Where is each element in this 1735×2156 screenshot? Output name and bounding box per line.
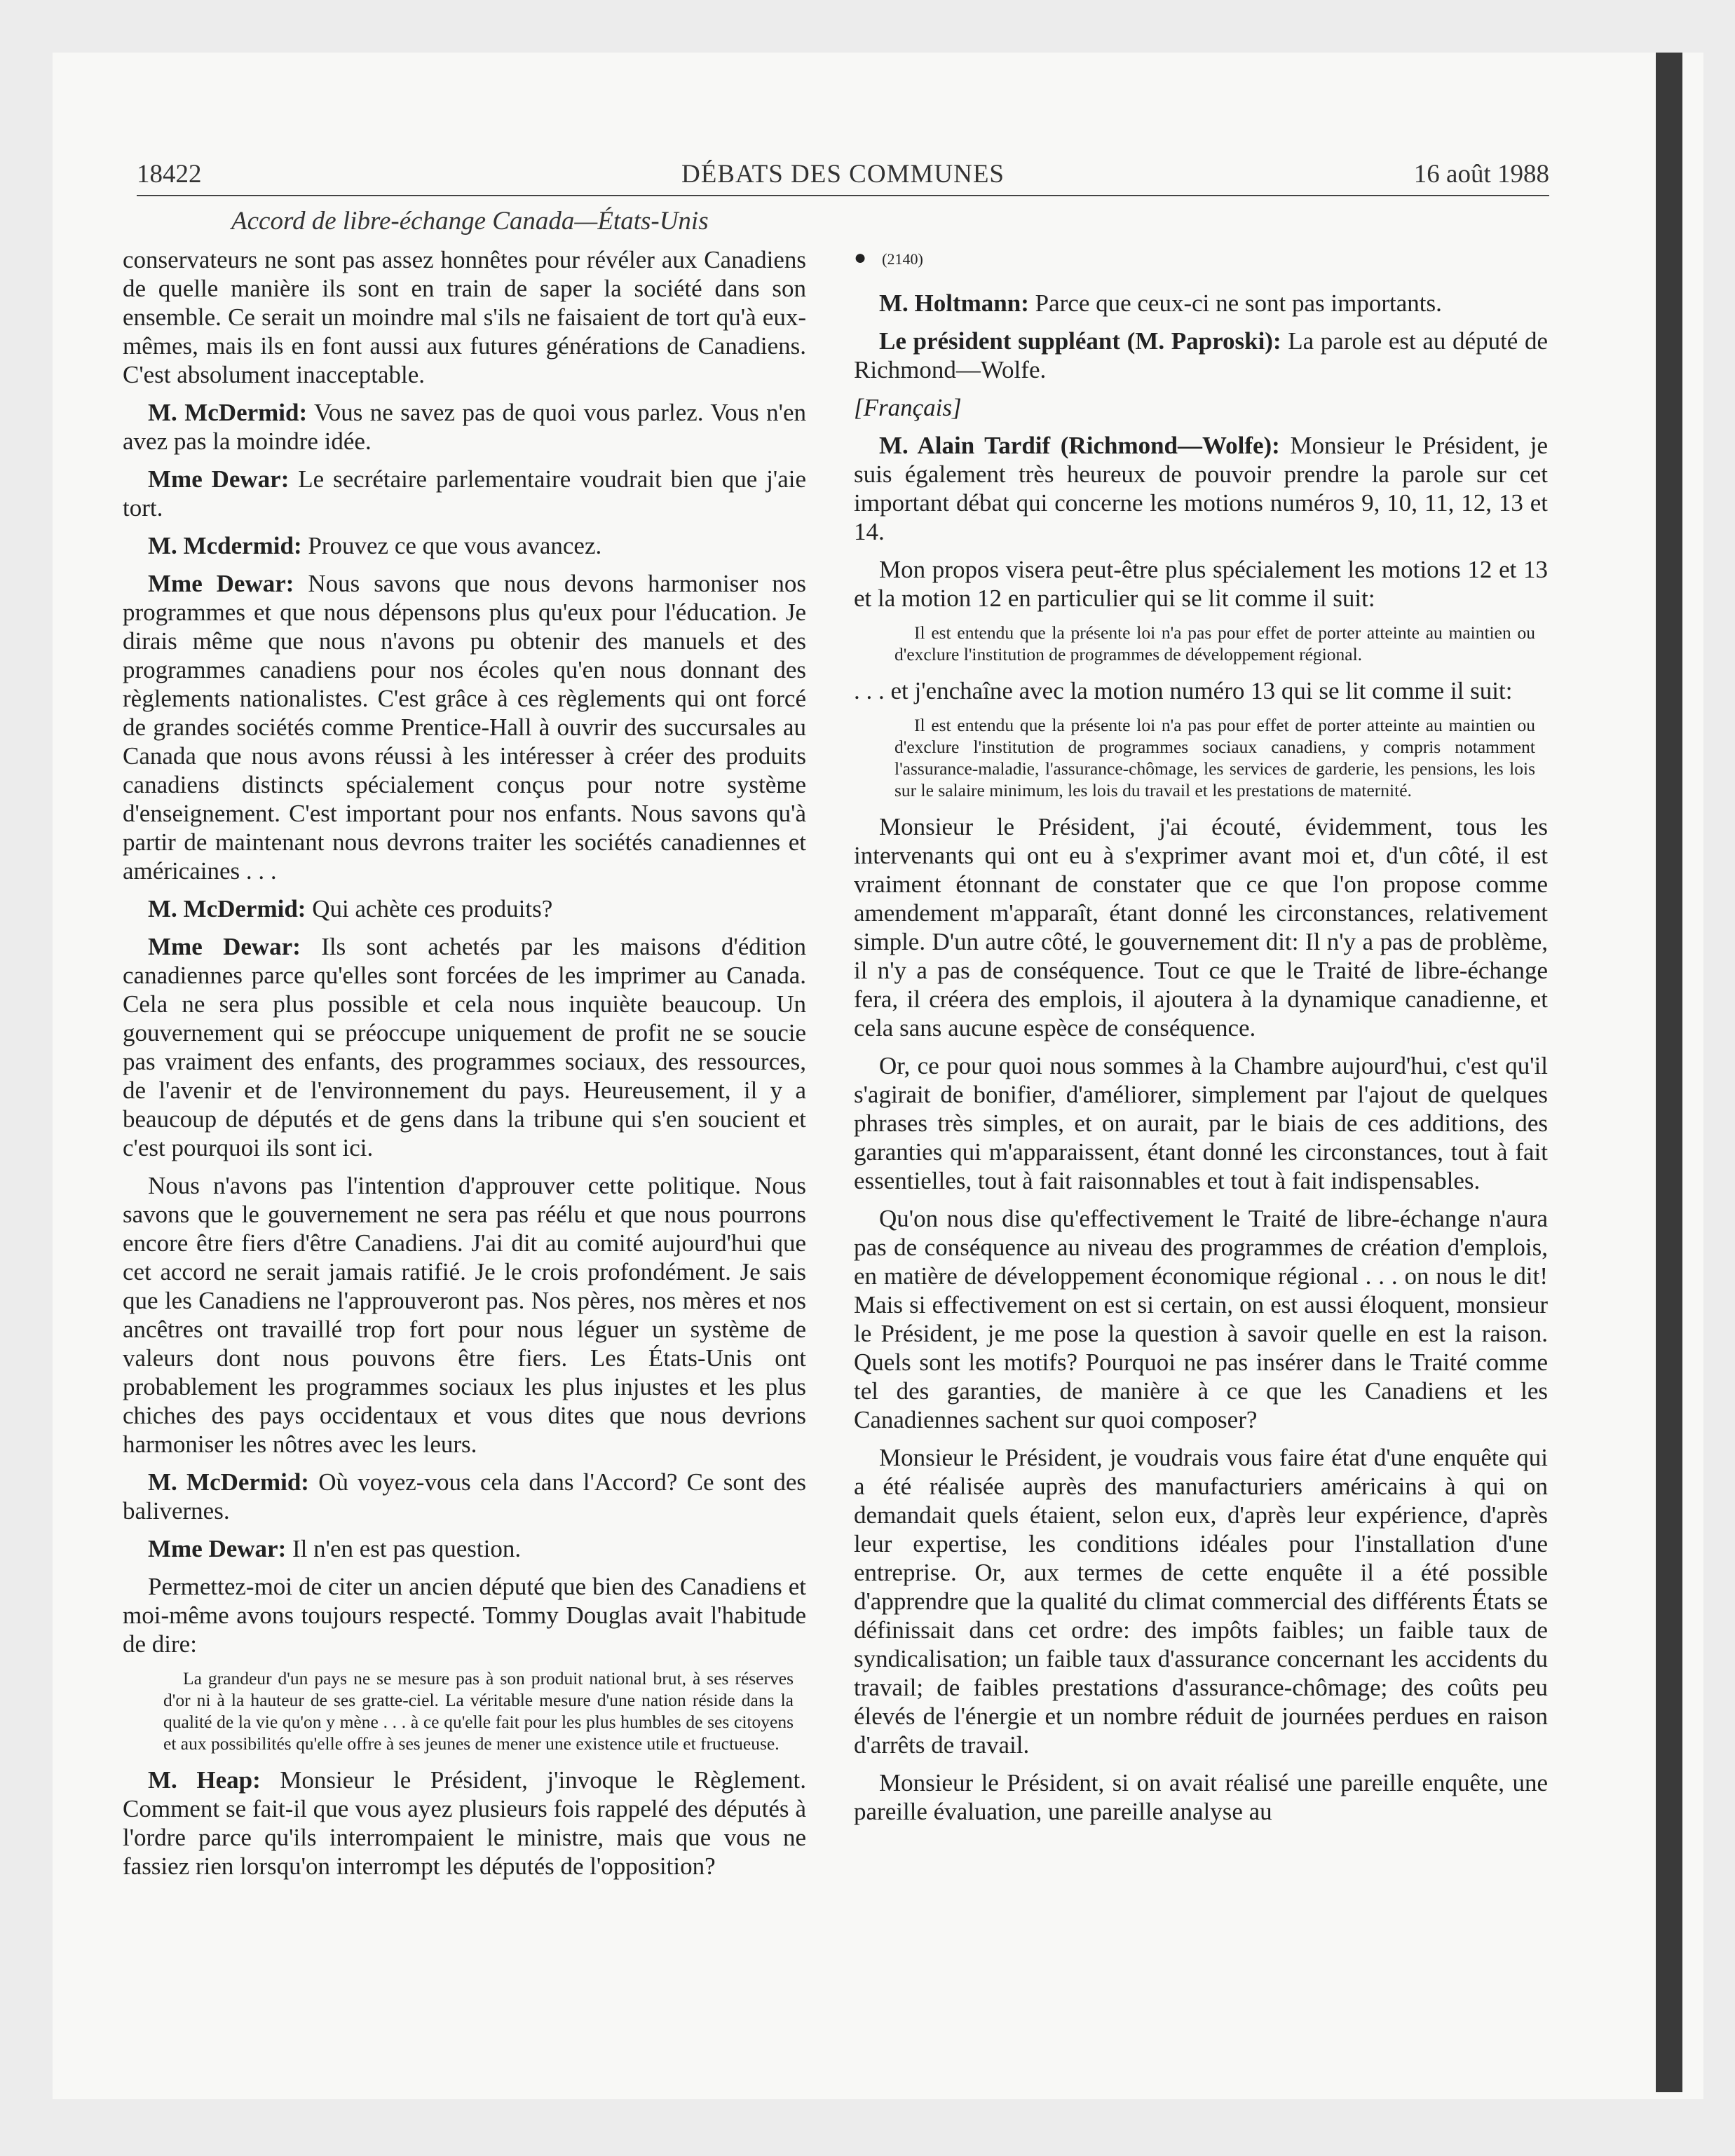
paragraph: Monsieur le Président, je voudrais vous faire état d'une enquête qui a été réalisée auprès des manufacturiers américains à qui on demandait quels étaient, selon eux, d'après leur expérience, d'après leur expertise, les conditions idéales pour l'installation d'une entreprise. Or, aux termes de cette enquête il a été possible d'apprendre que la qualité du climat commercial des différents États se définissait dans cet ordre: des impôts faibles; un faible taux de syndicalisation; un faible taux d'assurance concernant les accidents du travail; de faibles prestations d'assurance-chômage; des coûts peu élevés de l'énergie et un nombre réduit de journées perdues en raison d'arrêts de travail.: [854, 1444, 1548, 1759]
speech-text: Parce que ceux-ci ne sont pas importants.: [1028, 289, 1442, 317]
speaker-name: Mme Dewar:: [148, 933, 301, 960]
speech: [854, 431, 1548, 546]
right-column: [854, 245, 1548, 1835]
speech-text: Monsieur le Président, j'invoque le Règlement. Comment se fait-il que vous ayez plusieurs fois rappelé des députés à l'ordre parce qu'ils interrompaient le ministre, mais que vous ne fassiez rien lorsqu'on interrompt les députés de l'opposition?: [123, 1766, 806, 1880]
speech: [123, 1468, 806, 1525]
speech: [123, 398, 806, 456]
speech-text: Ils sont achetés par les maisons d'édition canadiennes parce qu'elles sont forcées de les imprimer au Canada. Cela ne sera plus possible et cela nous inquiète beaucoup. Un gouvernement qui se préoccupe uniquement de profit ne se soucie pas vraiment des enfants, des programmes sociaux, des ressources, de l'avenir et de l'environnement du pays. Heureusement, il y a beaucoup de députés et de gens dans la tribune qui s'en soucient et c'est pourquoi ils sont ici.: [123, 933, 806, 1161]
speech: [123, 1534, 806, 1563]
publication-title: DÉBATS DES COMMUNES: [681, 160, 1005, 189]
paragraph: Permettez-moi de citer un ancien député que bien des Canadiens et moi-même avons toujours respecté. Tommy Douglas avait l'habitude de dire:: [123, 1573, 806, 1658]
speaker-name: M. McDermid:: [148, 1468, 309, 1496]
paragraph: . . . et j'enchaîne avec la motion numéro 13 qui se lit comme il suit:: [854, 677, 1513, 704]
speaker-name: Mme Dewar:: [148, 1535, 287, 1562]
timestamp-marker: [854, 245, 1548, 272]
speech-text: Nous savons que nous devons harmoniser nos programmes et que nous dépensons plus qu'eux pour l'éducation. Je dirais même que nous n'avons pu obtenir des manuels et des programmes canadiens pour nos écoles qu'en nous donnant des règlements nationalistes. C'est grâce à ces règlements qui ont forcé de grandes sociétés comme Prentice-Hall à ouvrir des succursales au Canada que nous avons réussi à les intéresser à créer des produits canadiens distincts spécialement conçus pour notre système d'enseignement. C'est important pour nos enfants. Nous savons qu'à partir de maintenant nous devrons traiter les sociétés canadiennes et américaines . . .: [123, 570, 806, 885]
speech: [123, 1766, 806, 1881]
speech-text: Qui achète ces produits?: [306, 895, 553, 922]
speech: [854, 327, 1548, 384]
speaker-name: Mme Dewar:: [148, 570, 294, 597]
speaker-name: M. Alain Tardif (Richmond—Wolfe):: [879, 432, 1280, 459]
block-quote: La grandeur d'un pays ne se mesure pas à son produit national brut, à ses réserves d'or ni à la hauteur de ses gratte-ciel. La véritable mesure d'une nation réside dans la qualité de la vie qu'on y mène . . . à ce qu'elle fait pour les plus humbles de ses citoyens et aux possibilités qu'elle offre à ses jeunes de mener une existence utile et fructueuse.: [163, 1668, 794, 1754]
speech: [123, 932, 806, 1162]
speaker-name: Le président suppléant (M. Paproski):: [879, 327, 1281, 355]
page-header: [137, 156, 1549, 196]
speech: [854, 289, 1548, 318]
speech: [123, 569, 806, 885]
bullet-icon: ●: [854, 246, 867, 269]
paragraph: conservateurs ne sont pas assez honnêtes pour révéler aux Canadiens de quelle manière ils sont en train de saper la société dans son ensemble. Ce serait un moindre mal s'ils ne faisaient de tort qu'à eux-mêmes, mais ils en font aussi aux futures générations de Canadiens. C'est absolument inacceptable.: [123, 246, 806, 388]
running-head: Accord de libre-échange Canada—États-Unis: [231, 207, 709, 236]
speech: [123, 894, 806, 923]
speaker-name: M. Heap:: [148, 1766, 261, 1794]
left-column: [123, 245, 806, 1890]
speech: [123, 465, 806, 522]
speaker-name: Mme Dewar:: [148, 465, 290, 493]
speech-text: Où voyez-vous cela dans l'Accord? Ce sont des balivernes.: [123, 1468, 806, 1524]
speaker-name: M. McDermid:: [148, 399, 308, 426]
page-number: 18422: [137, 160, 202, 189]
speech: [123, 531, 806, 560]
block-quote: Il est entendu que la présente loi n'a pas pour effet de porter atteinte au maintien ou d'exclure l'institution de programmes sociaux canadiens, y compris notamment l'assurance-maladie, l'assurance-chômage, les services de garderie, les pensions, les lois sur le salaire minimum, les lois du travail et les prestations de maternité.: [894, 715, 1535, 800]
paragraph: Monsieur le Président, si on avait réalisé une pareille enquête, une pareille évaluation, une pareille analyse au: [854, 1769, 1548, 1825]
speech-text: Prouvez ce que vous avancez.: [301, 532, 602, 559]
paragraph: Mon propos visera peut-être plus spécialement les motions 12 et 13 et la motion 12 en particulier qui se lit comme il suit:: [854, 556, 1548, 612]
speaker-name: M. McDermid:: [148, 895, 306, 922]
paragraph: Nous n'avons pas l'intention d'approuver cette politique. Nous savons que le gouvernement ne sera pas réélu et que nous pourrons encore être fiers d'être Canadiens. J'ai dit au comité aujourd'hui que cet accord ne serait jamais ratifié. Je le crois profondément. Je sais que les Canadiens ne l'approuveront pas. Nos pères, nos mères et nos ancêtres ont travaillé trop fort pour nous léguer un système de valeurs dont nous pouvons être fiers. Les États-Unis ont probablement les programmes sociaux les plus injustes et les plus chiches des pays occidentaux et vous dites que nous devrions harmoniser les nôtres avec les leurs.: [123, 1172, 806, 1458]
paragraph: Qu'on nous dise qu'effectivement le Traité de libre-échange n'aura pas de conséquence au niveau des programmes de création d'emplois, en matière de développement économique régional . . . on nous le dit! Mais si effectivement on est si certain, on est aussi éloquent, monsieur le Président, je me pose la question à savoir quelle en est la raison. Quels sont les motifs? Pourquoi ne pas insérer dans le Traité comme tel des garanties, de manière à ce que les Canadiens et les Canadiennes sachent sur quoi composer?: [854, 1205, 1548, 1433]
block-quote: Il est entendu que la présente loi n'a pas pour effet de porter atteinte au maintien ou d'exclure l'institution de programmes de développement régional.: [894, 622, 1535, 664]
speech-text: Monsieur le Président, je suis également très heureux de pouvoir prendre la parole sur cet important débat qui concerne les motions numéros 9, 10, 11, 12, 13 et 14.: [854, 432, 1548, 545]
speech-text: La parole est au député de Richmond—Wolfe.: [854, 327, 1548, 383]
speaker-name: M. Holtmann:: [879, 289, 1029, 317]
paragraph: Monsieur le Président, j'ai écouté, évidemment, tous les intervenants qui ont eu à s'exprimer avant moi et, d'un côté, il est vraiment étonnant de constater que ce que l'on propose comme amendement m'apparaît, étant donné les circonstances, relativement simple. D'un autre côté, le gouvernement dit: Il n'y a pas de problème, il n'y a pas de conséquence. Tout ce que le Traité de libre-échange fera, il créera des emplois, il ajoutera à la dynamique canadienne, et cela sans aucune espèce de conséquence.: [854, 813, 1548, 1042]
timestamp-text: (2140): [882, 250, 923, 268]
scan-edge-shadow: [1656, 53, 1682, 2092]
speaker-name: M. Mcdermid:: [148, 532, 302, 559]
language-marker: [Français]: [854, 394, 962, 421]
paragraph: Or, ce pour quoi nous sommes à la Chambre aujourd'hui, c'est qu'il s'agirait de bonifier, d'améliorer, simplement par l'ajout de quelques phrases très simples, et on aurait, par le biais de ces additions, des garanties qui m'apparaissent, étant donné les circonstances, tout à fait essentielles, tout à fait raisonnables et tout à fait indispensables.: [854, 1052, 1548, 1194]
speech-text: Vous ne savez pas de quoi vous parlez. Vous n'en avez pas la moindre idée.: [123, 399, 807, 455]
speech-text: Le secrétaire parlementaire voudrait bien que j'aie tort.: [123, 465, 806, 521]
publication-date: 16 août 1988: [1413, 160, 1549, 189]
speech-text: Il n'en est pas question.: [286, 1535, 522, 1562]
